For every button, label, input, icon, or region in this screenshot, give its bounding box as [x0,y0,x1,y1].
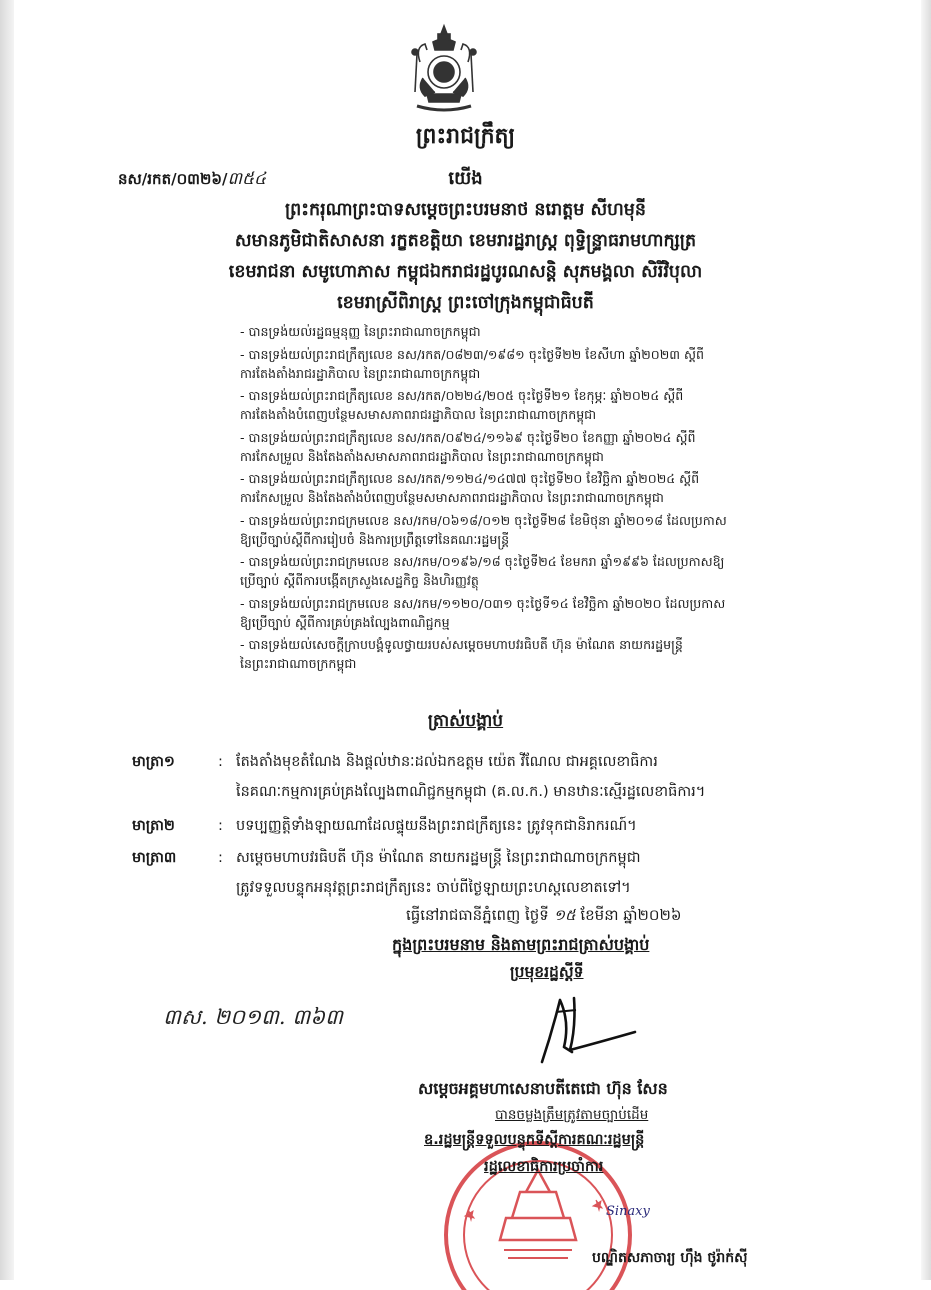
article-text: បទប្បញ្ញត្តិទាំងឡាយណាដែលផ្ទុយនឹងព្រះរាជក្រឹត្យនេះ ត្រូវទុកជានិរាករណ៍។ [236,818,637,834]
acting-head-of-state: ប្រមុខរដ្ឋស្តីទី [510,963,584,981]
article-text: តែងតាំងមុខតំណែង និងផ្តល់ឋានៈដល់ឯកឧត្តម យ៉េត វីណែល ជាអគ្គលេខាធិការ [236,754,658,770]
signature-icon [530,992,640,1072]
dateline-suffix: ខែមីនា ឆ្នាំ២០២៦ [580,906,682,924]
clerk-name: បណ្ឌិតសភាចារ្យ ហ៊ឹង ថូរ៉ាក់ស៊ី [592,1250,748,1266]
royal-title-line: ព្រះករុណាព្រះបាទសម្តេចព្រះបរមនាថ នរោត្តម សីហមុនី [284,200,647,220]
consideration-line: - បានទ្រង់យល់ព្រះរាជក្រឹត្យលេខ នស/រកត/០៩២៤/១១៦៩ ចុះថ្ងៃទី២០ ខែកញ្ញា ឆ្នាំ២០២៤ ស្តីពី [240,429,696,445]
attestation-line: ក្នុងព្រះបរមនាម និងតាមព្រះរាជត្រាស់បង្គាប់ [392,935,650,954]
royal-emblem-icon [405,22,483,118]
article-text-cont: នៃគណៈកម្មការគ្រប់គ្រងល្បែងពាណិជ្ជកម្មកម្ពុជា (គ.ល.ក.) មានឋានៈស្មើរដ្ឋលេខាធិការ។ [236,784,706,800]
handwritten-initials: Sinaxy [606,1204,650,1219]
document-number-prefix: នស/រកត/០៣២៦/ [118,170,228,188]
dateline [406,906,681,928]
consideration-item [228,635,788,673]
consideration-item [228,552,788,590]
consideration-item [228,469,788,507]
article-text-cont: ត្រូវទទួលបន្ទុកអនុវត្តព្រះរាជក្រឹត្យនេះ ចាប់ពីថ្ងៃឡាយព្រះហស្តលេខាតទៅ។ [236,880,631,896]
royal-title-line: សមានភូមិជាតិសាសនា រក្ខតខត្តិយា ខេមរារដ្ឋរាស្ត្រ ពុទ្ធិន្ទ្រាធរាមហាក្សត្រ [234,231,697,251]
handwritten-note: ៣ស. ២០១៣. ៣៦៣ [163,1005,343,1029]
article-1: មាត្រា១ : តែងតាំងមុខតំណែង និងផ្តល់ឋានៈដល់ឯកឧត្តម យ៉េត វីណែល ជាអគ្គលេខាធិការ នៃគណៈកម្មការគ្រប់គ្រងល្បែងពាណិជ្ជកម្មកម្ពុជា (គ.ល.ក.) មានឋានៈស្មើរដ្ឋលេខាធិការ។ [132,746,792,808]
consideration-line: ឱ្យប្រើច្បាប់ស្តីពីការរៀបចំ និងការប្រព្រឹត្តទៅនៃគណៈរដ្ឋមន្ត្រី [240,531,510,547]
article-3: មាត្រា៣ : សម្តេចមហាបវរធិបតី ហ៊ុន ម៉ាណែត នាយករដ្ឋមន្ត្រី នៃព្រះរាជាណាចក្រកម្ពុជា ត្រូវទទួលបន្ទុកអនុវត្តព្រះរាជក្រឹត្យនេះ ចាប់ពីថ្ងៃឡាយព្រះហស្តលេខាតទៅ។ [132,842,792,904]
office-title-line: រដ្ឋលេខាធិការប្រចាំការ [484,1159,604,1175]
decree-heading: ត្រាស់បង្គាប់ [427,711,504,731]
we-heading: យើង [448,168,483,189]
consideration-item [228,345,788,383]
dateline-day-handwritten: ១៥ [553,906,576,924]
document-title: ព្រះរាជក្រឹត្យ [415,124,516,149]
dateline-prefix: ធ្វើនៅរាជធានីភ្នំពេញ ថ្ងៃទី [406,906,549,924]
office-title-line: ឧ.រដ្ឋមន្ត្រីទទួលបន្ទុកទីស្តីការគណៈរដ្ឋមន្ត្រី [424,1132,645,1148]
consideration-line: - បានទ្រង់យល់ព្រះរាជក្រឹត្យលេខ នស/រកត/០២២៤/២០៥ ចុះថ្ងៃទី២១ ខែកុម្ភៈ ឆ្នាំ២០២៤ ស្តីពី [240,388,684,403]
consideration-item [228,511,788,549]
consideration-line: ឱ្យប្រើច្បាប់ ស្តីពីការគ្រប់គ្រងល្បែងពាណិជ្ជកម្ម [240,614,450,630]
article-text: សម្តេចមហាបវរធិបតី ហ៊ុន ម៉ាណែត នាយករដ្ឋមន្ត្រី នៃព្រះរាជាណាចក្រកម្ពុជា [236,850,641,866]
consideration-line: នៃព្រះរាជាណាចក្រកម្ពុជា [240,656,357,671]
considerations-list [228,322,788,677]
consideration-line: - បានទ្រង់យល់រដ្ឋធម្មនុញ្ញ នៃព្រះរាជាណាចក្រកម្ពុជា [240,324,481,339]
consideration-item [228,428,788,466]
royal-title-line: ខេមរាជនា សមូហោភាស កម្ពុជឯករាជរដ្ឋបូរណសន្តិ សុភមង្គលា សិរីវិបុលា [228,262,703,282]
consideration-item [228,322,788,341]
article-label: មាត្រា៣ [132,850,177,866]
consideration-line: - បានទ្រង់យល់ព្រះរាជក្រឹត្យលេខ នស/រកត/១១២៤/១៤៧៧ ចុះថ្ងៃទី២០ ខែវិច្ឆិកា ឆ្នាំ២០២៤ ស្តីពី [240,471,700,486]
consideration-line: - បានទ្រង់យល់ព្រះរាជក្រមលេខ នស/រកម/០៦១៨/០១២ ចុះថ្ងៃទី២៨ ខែមិថុនា ឆ្នាំ២០១៨ ដែលប្រកាស [240,512,727,528]
consideration-line: ប្រើច្បាប់ ស្តីពីការបង្កើតក្រសួងសេដ្ឋកិច្ច និងហិរញ្ញវត្ថុ [240,573,479,588]
consideration-line: - បានទ្រង់យល់ព្រះរាជក្រមលេខ នស/រកម/១១២០/០៣១ ចុះថ្ងៃទី១៤ ខែវិច្ឆិកា ឆ្នាំ២០២០ ដែលប្រកាស [240,595,726,611]
consideration-line: - បានទ្រង់យល់ព្រះរាជក្រមលេខ នស/រកម/០១៩៦/១៨ ចុះថ្ងៃទី២៤ ខែមករា ឆ្នាំ១៩៩៦ ដែលប្រកាសឱ្យ [240,554,725,569]
consideration-item [228,386,788,424]
royal-title-line: ខេមរាស្រីពិរាស្ត្រ ព្រះចៅក្រុងកម្ពុជាធិបតី [337,293,594,313]
consideration-line: - បានទ្រង់យល់សេចក្តីក្រាបបង្គំទូលថ្វាយរបស់សម្តេចមហាបវរធិបតី ហ៊ុន ម៉ាណែត នាយករដ្ឋមន្ត្រី [240,637,683,652]
consideration-item [228,594,788,632]
document-number-handwritten: ៣៥៤ [227,169,267,189]
consideration-line: - បានទ្រង់យល់ព្រះរាជក្រឹត្យលេខ នស/រកត/០៨២៣/១៩៨១ ចុះថ្ងៃទី២២ ខែសីហា ឆ្នាំ២០២៣ ស្តីពី [240,346,704,362]
article-2: មាត្រា២ : បទប្បញ្ញត្តិទាំងឡាយណាដែលផ្ទុយនឹងព្រះរាជក្រឹត្យនេះ ត្រូវទុកជានិរាករណ៍។ [132,810,792,842]
article-label: មាត្រា១ [132,754,175,770]
article-label: មាត្រា២ [132,818,175,834]
consideration-line: ការកែសម្រួល និងតែងតាំងសមាសភាពរាជរដ្ឋាភិបាល នៃព្រះរាជាណាចក្រកម្ពុជា [240,448,604,464]
signer-name: សម្តេចអគ្គមហាសេនាបតីតេជោ ហ៊ុន សែន [418,1079,668,1098]
consideration-line: ការតែងតាំងរាជរដ្ឋាភិបាល នៃព្រះរាជាណាចក្រកម្ពុជា [240,365,481,381]
consideration-line: ការតែងតាំងបំពេញបន្ថែមសមាសភាពរាជរដ្ឋាភិបាល នៃព្រះរាជាណាចក្រកម្ពុជា [240,407,597,422]
certified-true-copy: បានចម្លងត្រឹមត្រូវតាមច្បាប់ដើម [495,1107,649,1123]
consideration-line: ការកែសម្រួល និងតែងតាំងបំពេញបន្ថែមសមាសភាពរាជរដ្ឋាភិបាល នៃព្រះរាជាណាចក្រកម្ពុជា [240,490,664,505]
